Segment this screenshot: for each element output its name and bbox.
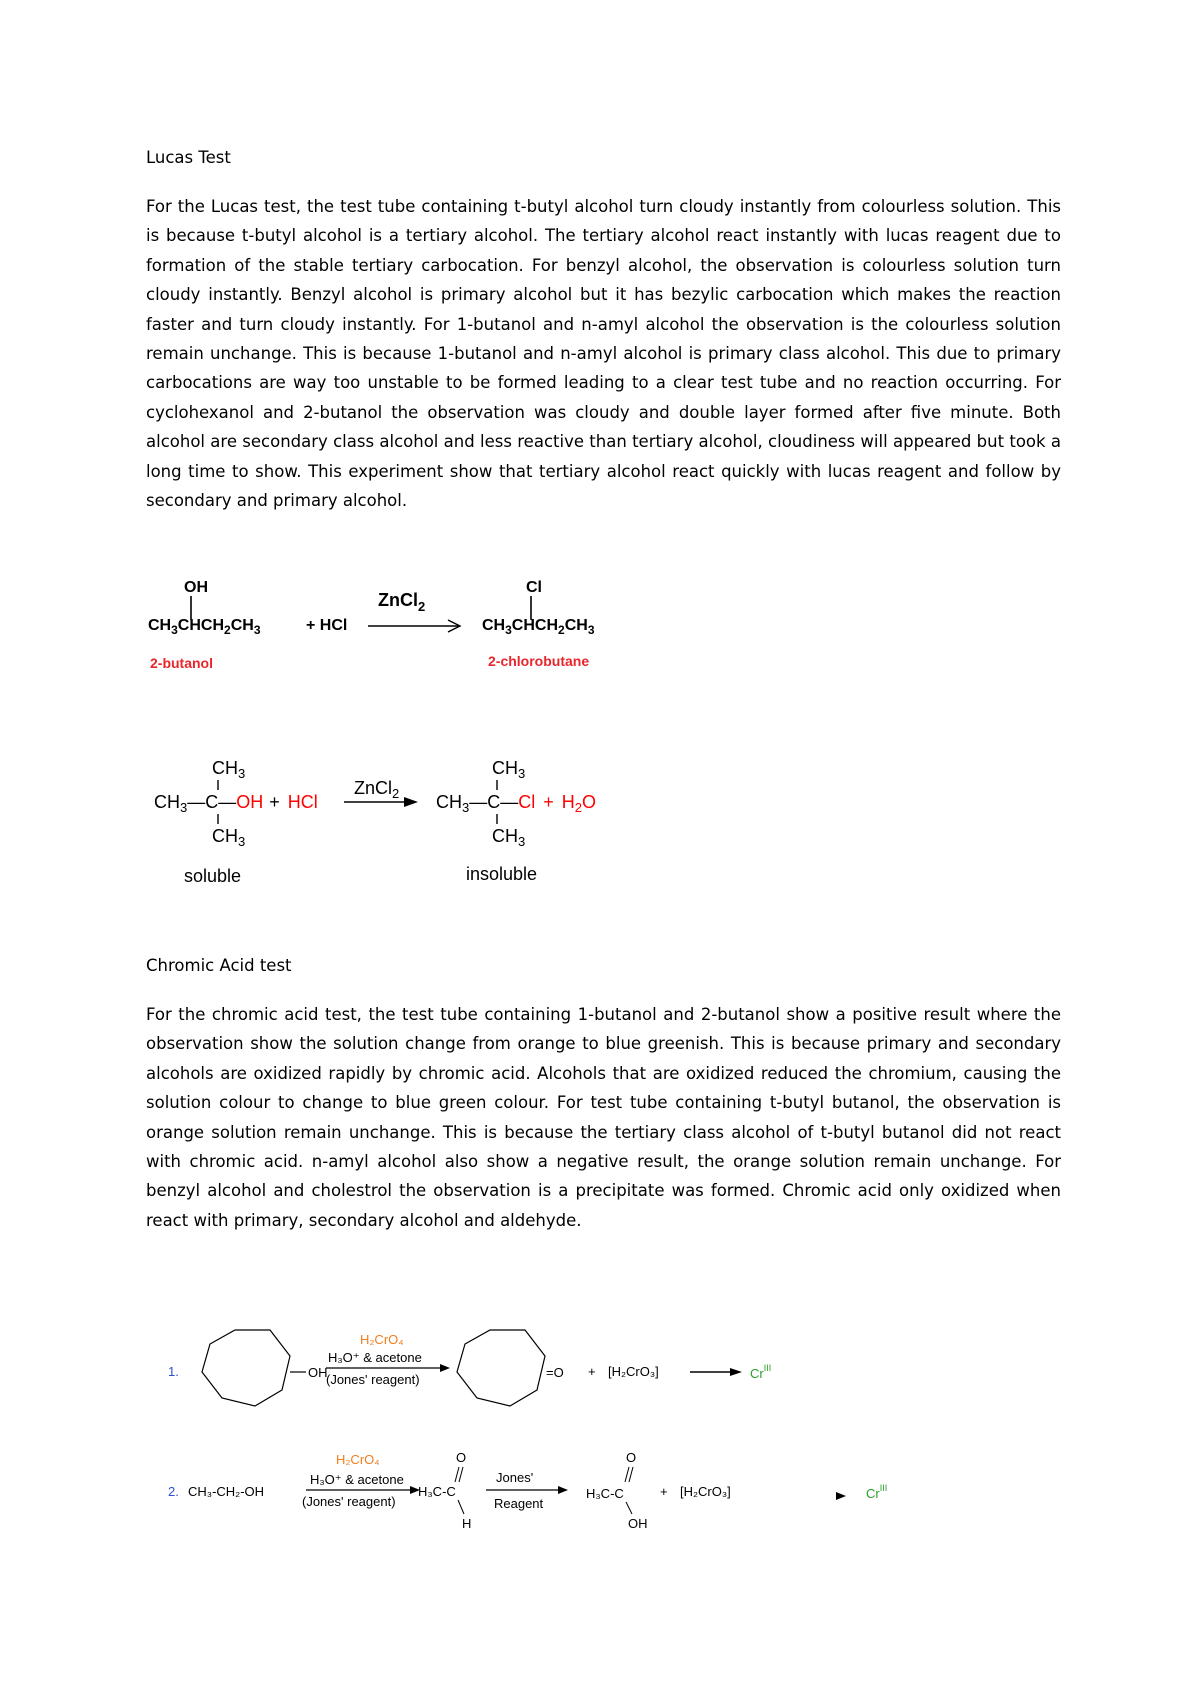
top-methyl-label: $CH_3$	[212, 758, 246, 781]
chromic-acid-paragraph	[146, 1000, 1061, 1235]
acetone-condition-2: H₃O⁺ & acetone	[310, 1472, 404, 1487]
plus-sign-1: +	[588, 1364, 596, 1379]
alcohol-formula: $CH_3—C—OH$ + HCl	[154, 792, 318, 815]
lucas-test-heading: Lucas Test	[146, 148, 231, 167]
chromic-acid-reagent-2: H₂CrO₄	[336, 1452, 380, 1467]
lucas-test-paragraph	[146, 192, 1061, 515]
cycloheptanone-ring	[457, 1330, 545, 1406]
reaction-t-butyl-image	[148, 752, 648, 888]
insoluble-label: insoluble	[466, 864, 538, 884]
hcl-label: + HCl	[306, 617, 348, 634]
bottom-methyl-label: $CH_3$	[212, 826, 246, 849]
chloride-formula: $CH_3—C—Cl + H_2O$	[436, 792, 596, 815]
chromic-acid-text: For the chromic acid test, the test tube containing 1-butanol and 2-butanol show a positive result where the observation show the solution change from orange to blue greenish. This is because primary and secondary alcohols are oxidized rapidly by chromic acid. Alcohols that are oxidized reduced the chromium, causing the solution colour to change to blue green colour. For test tube containing t-butyl butanol, the observation is orange solution remain unchange. This is because the tertiary class alcohol of t-butyl butanol did not react with chromic acid. n-amyl alcohol also show a negative result, the orange solution remain unchange. For benzyl alcohol and cholestrol the observation is a precipitate was formed. Chromic acid only oxidized when react with primary, secondary alcohol and aldehyde.	[146, 1005, 1061, 1230]
butanol-formula: $CH_3CHCH_2CH_3$	[148, 617, 261, 637]
acetic-acid-formula: H₃C-C	[586, 1486, 624, 1501]
jones-reagent-label: (Jones' reagent)	[326, 1372, 420, 1387]
zncl2-catalyst: ZnCl$_2$	[378, 590, 426, 614]
jones-reagent-label-2: (Jones' reagent)	[302, 1494, 396, 1509]
jones-reagent-bottom: Reagent	[494, 1496, 544, 1511]
hydroxyl-group: OH	[308, 1365, 328, 1380]
lucas-test-text: For the Lucas test, the test tube containing t-butyl alcohol turn cloudy instantly from colourless solution. This is because t-butyl alcohol is a tertiary alcohol. The tertiary alcohol react instantly with lucas reagent due to formation of the stable tertiary carbocation. For benzyl alcohol, the observation is colourless solution turn cloudy instantly. Benzyl alcohol is primary alcohol but it has bezylic carbocation which makes the reaction faster and turn cloudy instantly. For 1-butanol and n-amyl alcohol the observation is the colourless solution remain unchange. This is because 1-butanol and n-amyl alcohol is primary class alcohol. This due to primary carbocations are way too unstable to be formed leading to a clear test tube and no reaction occurring. For cyclohexanol and 2-butanol the observation was cloudy and double layer formed after five minute. Both alcohol are secondary class alcohol and less reactive than tertiary alcohol, cloudiness will appeared but took a long time to show. This experiment show that tertiary alcohol react quickly with lucas reagent and follow by secondary and primary alcohol.	[146, 197, 1061, 511]
chromium-acid-1: [H₂CrO₃]	[608, 1364, 659, 1379]
ethanol-formula: CH₃-CH₂-OH	[188, 1484, 265, 1499]
jones-reaction-1-image	[160, 1316, 820, 1426]
acetaldehyde-formula: H₃C-C	[418, 1484, 456, 1499]
soluble-label: soluble	[184, 866, 242, 886]
butanol-name: 2-butanol	[150, 655, 213, 671]
product-top-methyl-label: $CH_3$	[492, 758, 526, 781]
reaction-number-2: 2.	[168, 1484, 179, 1499]
chlorine-label: Cl	[526, 579, 542, 596]
chromic-acid-reagent: H₂CrO₄	[360, 1332, 404, 1347]
chromium-iii-2: $Cr^{III}$	[866, 1483, 888, 1501]
jones-reaction-2-image	[160, 1446, 920, 1542]
chlorobutane-formula: $CH_3CHCH_2CH_3$	[482, 617, 595, 637]
chromic-acid-heading: Chromic Acid test	[146, 956, 292, 975]
chromium-iii-1: $Cr^{III}$	[750, 1363, 772, 1381]
plus-sign-2: +	[660, 1484, 668, 1499]
chlorobutane-name: 2-chlorobutane	[488, 653, 590, 669]
aldehyde-oxygen: O	[456, 1450, 467, 1465]
ketone-group: =O	[546, 1365, 564, 1380]
zncl2-catalyst-2: ZnCl$_2$	[354, 778, 400, 801]
aldehyde-hydrogen: H	[462, 1516, 472, 1531]
reaction-2-butanol-image	[140, 570, 650, 680]
product-bottom-methyl-label: $CH_3$	[492, 826, 526, 849]
hydroxyl-label: OH	[184, 579, 208, 596]
acid-hydroxyl: OH	[628, 1516, 648, 1531]
acetone-condition: H₃O⁺ & acetone	[328, 1350, 422, 1365]
jones-reagent-top: Jones'	[496, 1470, 534, 1485]
chromium-acid-2: [H₂CrO₃]	[680, 1484, 731, 1499]
reaction-number-1: 1.	[168, 1364, 179, 1379]
acid-oxygen: O	[626, 1450, 637, 1465]
cycloheptanol-ring	[202, 1330, 290, 1406]
